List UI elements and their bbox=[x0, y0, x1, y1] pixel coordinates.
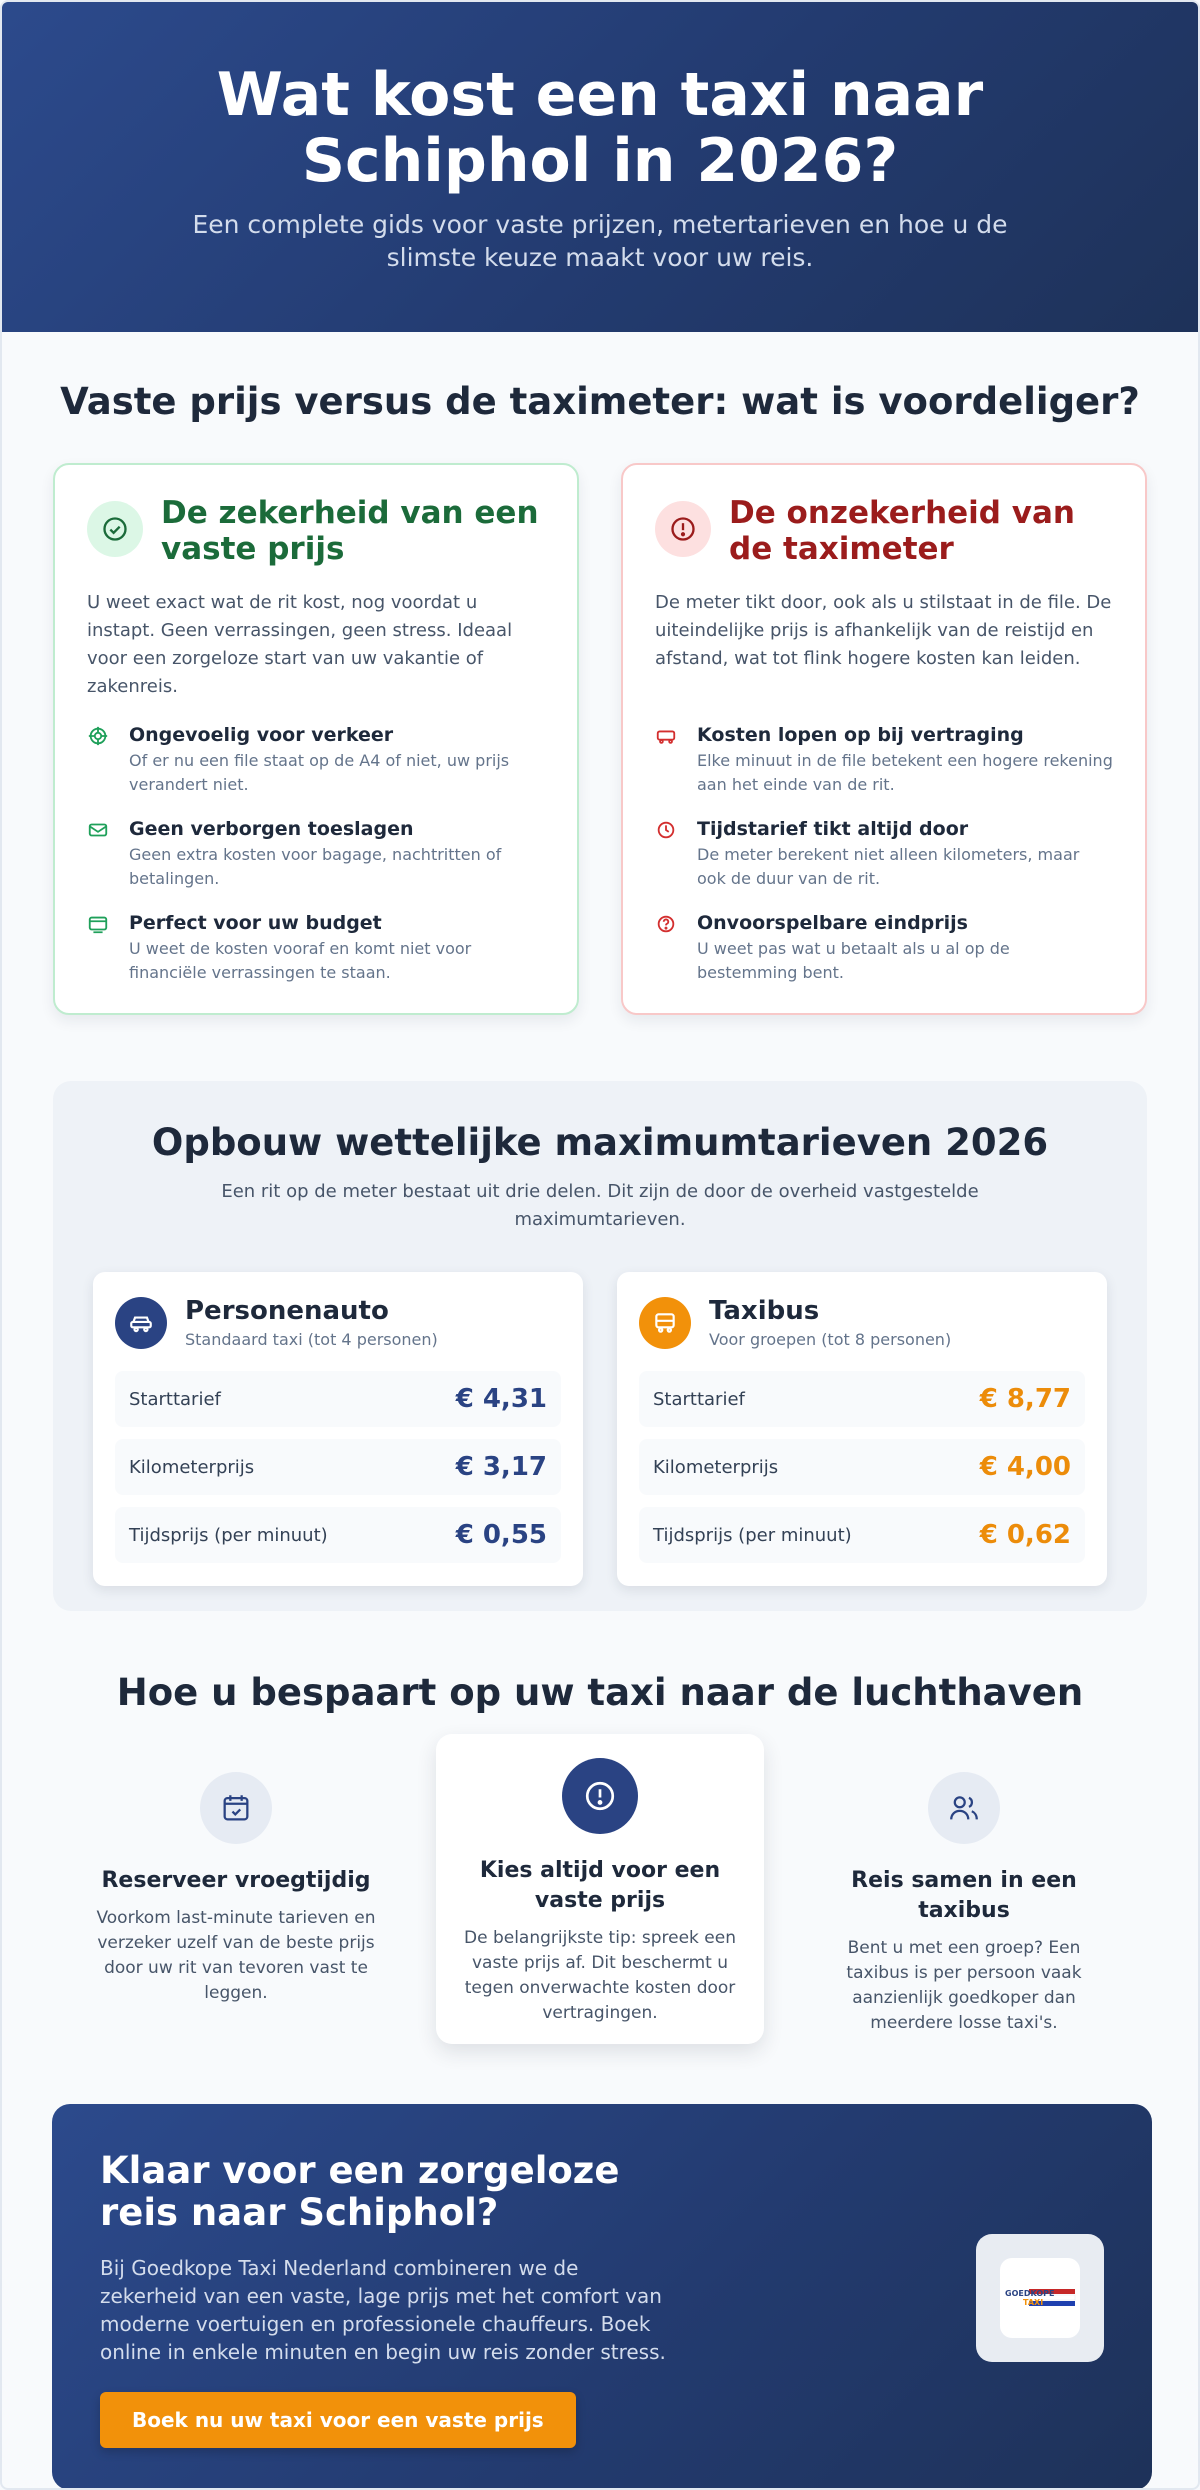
logo-line1: GOEDKOPE bbox=[1005, 2289, 1055, 2298]
hero bbox=[2, 2, 1198, 332]
tariff-value: € 4,00 bbox=[979, 1452, 1071, 1482]
wallet-icon bbox=[87, 913, 111, 985]
fixed-price-title: De zekerheid van een vaste prijs bbox=[161, 495, 539, 567]
tariff-row bbox=[115, 1507, 561, 1563]
car-tariff-subtitle: Standaard taxi (tot 4 personen) bbox=[185, 1330, 438, 1349]
clock-icon bbox=[655, 819, 679, 891]
lifebuoy-icon bbox=[87, 725, 111, 797]
savings-title: Hoe u bespaart op uw taxi naar de luchthaven bbox=[116, 1671, 1084, 1714]
tariff-row bbox=[639, 1507, 1085, 1563]
tip-text: De belangrijkste tip: spreek een vaste prijs af. Dit beschermt u tegen onverwachte kosten door vertragingen. bbox=[463, 1928, 736, 2023]
tariffs-section bbox=[53, 1081, 1147, 1611]
tariff-label: Tijdsprijs (per minuut) bbox=[653, 1524, 852, 1546]
tariffs-title: Opbouw wettelijke maximumtarieven 2026 bbox=[151, 1121, 1049, 1164]
cta-banner bbox=[52, 2104, 1152, 2490]
item-text: Of er nu een file staat op de A4 of niet, uw prijs verandert niet. bbox=[129, 751, 510, 794]
car-icon bbox=[115, 1297, 167, 1349]
item-text: U weet pas wat u betaalt als u al op de bestemming bent. bbox=[697, 939, 1010, 982]
tariff-row bbox=[639, 1439, 1085, 1495]
alert-circle-icon bbox=[655, 501, 711, 557]
cta-text: Bij Goedkope Taxi Nederland combineren we de zekerheid van een vaste, lage prijs met het comfort van moderne voertuigen en professionele chauffeurs. Boek online in enkele minuten en begin uw reis zonder stress. bbox=[100, 2256, 666, 2364]
tip-text: Voorkom last-minute tarieven en verzeker uzelf van de beste prijs door uw rit van tevoren vast te leggen. bbox=[96, 1908, 376, 2003]
list-item bbox=[87, 817, 545, 891]
car-tariff-title: Personenauto bbox=[185, 1296, 389, 1326]
item-text: Geen extra kosten voor bagage, nachtritten of betalingen. bbox=[129, 845, 502, 888]
taximeter-card bbox=[621, 463, 1147, 1015]
alert-circle-icon bbox=[562, 1758, 638, 1834]
tariff-value: € 8,77 bbox=[979, 1384, 1071, 1414]
tariff-label: Starttarief bbox=[653, 1388, 745, 1410]
envelope-icon bbox=[87, 819, 111, 891]
tip-card bbox=[800, 1744, 1128, 2064]
item-text: De meter berekent niet alleen kilometers, maar ook de duur van de rit. bbox=[697, 845, 1080, 888]
logo-line2: TAXI bbox=[1023, 2298, 1044, 2307]
company-logo bbox=[1000, 2258, 1080, 2338]
savings-tips bbox=[72, 1744, 1128, 2064]
tariff-label: Starttarief bbox=[129, 1388, 221, 1410]
compare-section bbox=[53, 463, 1147, 1015]
item-title: Ongevoelig voor verkeer bbox=[129, 724, 394, 746]
tariff-row bbox=[115, 1439, 561, 1495]
tip-card-featured bbox=[436, 1734, 764, 2044]
list-item bbox=[655, 817, 1113, 891]
list-item bbox=[87, 723, 545, 797]
check-circle-icon bbox=[87, 501, 143, 557]
tariffs-subtitle: Een rit op de meter bestaat uit drie delen. Dit zijn de door de overheid vastgestelde maximumtarieven. bbox=[221, 1181, 979, 1230]
calendar-check-icon bbox=[200, 1772, 272, 1844]
item-text: U weet de kosten vooraf en komt niet voor financiële verrassingen te staan. bbox=[129, 939, 472, 982]
bus-tariff-title: Taxibus bbox=[709, 1296, 820, 1326]
book-now-button[interactable]: Boek nu uw taxi voor een vaste prijs bbox=[100, 2392, 576, 2448]
item-title: Kosten lopen op bij vertraging bbox=[697, 724, 1024, 746]
cta-title: Klaar voor een zorgeloze reis naar Schiphol? bbox=[100, 2149, 620, 2234]
item-title: Onvoorspelbare eindprijs bbox=[697, 912, 968, 934]
tariff-label: Kilometerprijs bbox=[129, 1456, 255, 1478]
page-subtitle: Een complete gids voor vaste prijzen, metertarieven en hoe u de slimste keuze maakt voor uw reis. bbox=[192, 210, 1008, 272]
item-title: Geen verborgen toeslagen bbox=[129, 818, 414, 840]
tariff-value: € 3,17 bbox=[455, 1452, 547, 1482]
list-item bbox=[655, 911, 1113, 985]
tariff-label: Kilometerprijs bbox=[653, 1456, 779, 1478]
tip-title: Reserveer vroegtijdig bbox=[101, 1868, 371, 1893]
fixed-price-card bbox=[53, 463, 579, 1015]
compare-title: Vaste prijs versus de taximeter: wat is voordeliger? bbox=[60, 380, 1140, 423]
tariff-value: € 0,62 bbox=[979, 1520, 1071, 1550]
list-item bbox=[655, 723, 1113, 797]
tip-title: Reis samen in een taxibus bbox=[851, 1868, 1077, 1923]
item-title: Perfect voor uw budget bbox=[129, 912, 382, 934]
item-title: Tijdstarief tikt altijd door bbox=[697, 818, 969, 840]
tariff-value: € 4,31 bbox=[455, 1384, 547, 1414]
tariff-row bbox=[115, 1371, 561, 1427]
car-tariff-card bbox=[93, 1272, 583, 1586]
users-icon bbox=[928, 1772, 1000, 1844]
list-item bbox=[87, 911, 545, 985]
item-text: Elke minuut in de file betekent een hogere rekening aan het einde van de rit. bbox=[697, 751, 1113, 794]
logo-container bbox=[976, 2234, 1104, 2362]
fixed-price-intro: U weet exact wat de rit kost, nog voordat u instapt. Geen verrassingen, geen stress. Ideaal voor een zorgeloze start van uw vakantie of zakenreis. bbox=[87, 592, 513, 697]
bus-icon bbox=[639, 1297, 691, 1349]
logo-graphic bbox=[1003, 2283, 1077, 2313]
taximeter-title: De onzekerheid van de taximeter bbox=[729, 495, 1075, 567]
tip-card bbox=[72, 1744, 400, 2034]
tip-title: Kies altijd voor een vaste prijs bbox=[479, 1858, 721, 1913]
bus-tariff-subtitle: Voor groepen (tot 8 personen) bbox=[709, 1330, 952, 1349]
tariff-label: Tijdsprijs (per minuut) bbox=[129, 1524, 328, 1546]
tip-text: Bent u met een groep? Een taxibus is per persoon vaak aanzienlijk goedkoper dan meerdere losse taxi's. bbox=[846, 1938, 1082, 2033]
tariff-value: € 0,55 bbox=[455, 1520, 547, 1550]
tariff-row bbox=[639, 1371, 1085, 1427]
car-icon bbox=[655, 725, 679, 797]
question-icon bbox=[655, 913, 679, 985]
page-title: Wat kost een taxi naar Schiphol in 2026? bbox=[216, 60, 984, 196]
bus-tariff-card bbox=[617, 1272, 1107, 1586]
taximeter-intro: De meter tikt door, ook als u stilstaat in de file. De uiteindelijke prijs is afhankelijk van de reistijd en afstand, wat tot flink hogere kosten kan leiden. bbox=[655, 592, 1112, 669]
